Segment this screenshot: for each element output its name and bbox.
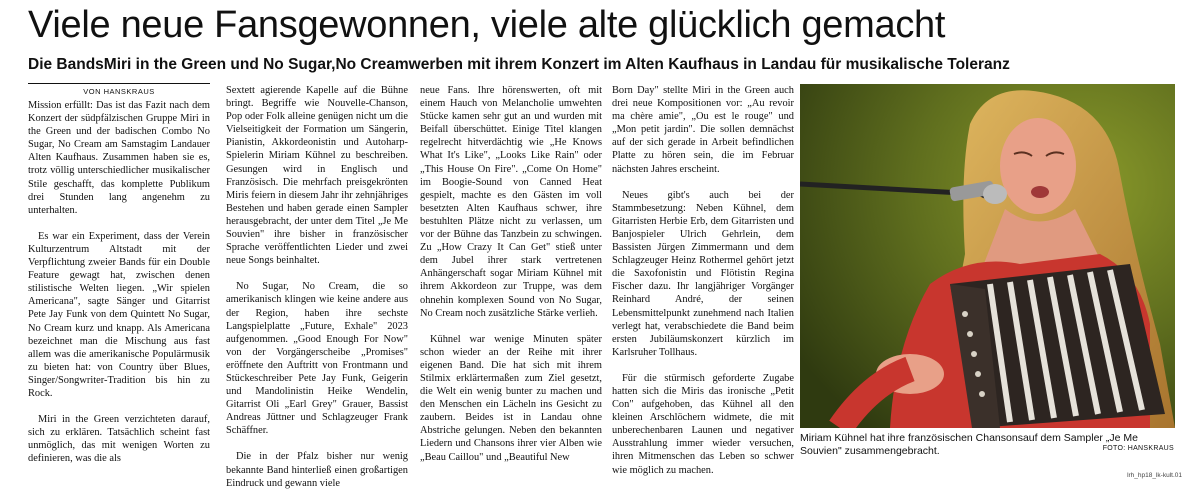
article-column-4 [612, 84, 794, 477]
article-column-3 [420, 84, 602, 464]
article-column-1 [28, 99, 210, 465]
paragraph: Neues gibt's auch bei der Stammbesetzung: Neben Kühnel, dem Gitarristen Herbie Erb, dem Gitarristen und Banjospieler Ulrich Gehrlein, dem Bassisten Jürgen Zimmermann und dem Schlagzeuger Heinz Rothermel gehört jetzt die Saxofonistin und Flötistin Regina Fischer dazu. Ihr langjähriger Vorgänger Reinhard André, der seinen Lebensmittelpunkt zunehmend nach Italien verlegt hat, verabschiedete die Band beim ersten Jubiläumskonzert kürzlich im Karlsruher Tollhaus. [612, 189, 794, 358]
paragraph: No Sugar, No Cream, die so amerikanisch klingen wie keine andere aus der Region, haben ihre sechste Langspielplatte „Future, Exhale" 2023 aufgenommen. „Good Enough For Now" von der Vorgängerscheibe „Promises" eröffnete den Auftritt von Frontmann und Stückeschreiber Pete Jay Funk, Geigerin und Mandolinistin Heike Wendelin, Gitarrist Oli „Earl Grey" Grauer, Bassist Andreas Jüttner und Schlagzeuger Frank Schäffner. [226, 281, 408, 437]
singer-with-accordion-illustration [800, 84, 1175, 428]
paragraph: Miri in the Green verzichteten darauf, sich zu erklären. Tatsächlich scheint fast unmöglich, das mit wenigen Worten zu definieren, was die als [28, 414, 210, 465]
paragraph: Born Day" stellte Miri in the Green auch drei neue Kompositionen vor: „Au revoir ma chère amie", „Ou est le rouge" und „Mon petit jardin". Die sollen demnächst auf der sich gerade in Arbeit befindlichen Platte zu hören sein, die im Februar nächsten Jahres erscheint. [612, 85, 794, 175]
concert-photo [800, 84, 1175, 428]
paragraph: neue Fans. Ihre hörenswerten, oft mit einem Hauch von Melancholie umwehten Stücke kamen sehr gut an und wurden mit Beifall überschüttet. Einige Titel klangen regelrecht hitverdächtig wie „He Knows What It's Like", „Looks Like Rain" oder „This House On Fire". „Come On Home" im Boogie-Sound von Canned Heat gespielt, machte es den Gästen im voll besetzten Alten Kaufhaus schwer, ihre bestuhlten Plätze nicht zu verlassen, um vor der Bühne das Tanzbein zu schwingen. Zu „How Crazy It Can Get" stieß unter dem Jubel ihrer stark vertretenen Anhängerschaft sogar Miriam Kühnel mit ihrem Akkordeon zur Truppe, was dem ohnehin komplexen Sound von No Sugar, No Cream noch zusätzliche Stärke verlieh. [420, 85, 602, 319]
paragraph: Es war ein Experiment, dass der Verein Kulturzentrum Altstadt mit der Verpflichtung zweier Bands für ein Double Feature gewagt hat, zwischen denen stilistische Welten liegen. „Wir spielen Americana", sagte Sänger und Gitarrist Pete Jay Funk von dem Quintett No Sugar, No Cream kurz und knapp. Als Americana bezeichnet man die Mischung aus fast allem was die amerikanische Populärmusik zu bieten hat: von Country über Blues, Singer/Songwriter-Tradition bis hin zu Rock. [28, 230, 210, 399]
subheadline: Die BandsMiri in the Green und No Sugar,No Creamwerben mit ihrem Konzert im Alten Kaufhaus in Landau für musikalische Toleranz [28, 56, 1010, 73]
photo-caption: Miriam Kühnel hat ihre französischen Chansonsauf dem Sampler „Je Me Souvien" zusammengebracht. [800, 432, 1138, 457]
footer-code: lrh_hp18_lk-kult.01 [1127, 472, 1182, 479]
article-column-2 [226, 84, 408, 490]
paragraph: Für die stürmisch geforderte Zugabe hatten sich die Miris das ironische „Petit Con" aufgehoben, das Kühnel all den kleinen Arschlöchern widmete, die mit unberechenbaren Launen und negativer Ausstrahlung immer wieder versuchen, ihren Mitmenschen das Leben so schwer wie möglich zu machen. [612, 372, 794, 476]
paragraph: Kühnel war wenige Minuten später schon wieder an der Reihe mit ihrer eigenen Band. Die hat sich mit ihrem Stilmix erklärtermaßen zum Ziel gesetzt, die Welt ein wenig bunter zu machen und den Menschen ein Lächeln ins Gesicht zu zaubern. Beides ist in Landau ohne Abstriche gelungen. Neben den bekannten Liedern und Chansons ihrer vier Alben wie „Beau Caillou" und „Beautiful New [420, 333, 602, 463]
paragraph: Die in der Pfalz bisher nur wenig bekannte Band hinterließ einen großartigen Eindruck und gewann viele [226, 451, 408, 489]
byline: VON HANSKRAUS [28, 83, 210, 97]
accordion-shape [950, 264, 1165, 428]
paragraph: Sextett agierende Kapelle auf die Bühne bringt. Begriffe wie Nouvelle-Chanson, Pop oder Folk alleine genügen nicht um die Vielseitigkeit der Formation um Sängerin, Pianistin, Akkordeonistin und Autoharp-Spielerin Miriam Kühnel zu beschreiben. Gesungen wird in Englisch und Französisch. Die mehrfach preisgekrönten Miris feiern in diesem Jahr ihr zehnjähriges Bestehen und haben gerade einen Sampler herausgebracht, der unter dem Titel „Je Me Souvien" ihre bisher in französischer Sprache veröffentlichten Lieder und zwei neue Songs beinhaltet. [226, 85, 408, 267]
headline: Viele neue Fansgewonnen, viele alte glücklich gemacht [28, 4, 946, 46]
paragraph: Mission erfüllt: Das ist das Fazit nach dem Konzert der südpfälzischen Gruppe Miri in the Green und der badischen Combo No Sugar, No Cream am Samstagim Landauer Alten Kaufhaus. Zusammen haben sie es, trotz völlig unterschiedlicher musikalischer Stile geschafft, das komplette Publikum drei Stunden lang angenehm zu unterhalten. [28, 100, 210, 216]
photo-credit: FOTO: HANSKRAUS [1102, 445, 1174, 452]
